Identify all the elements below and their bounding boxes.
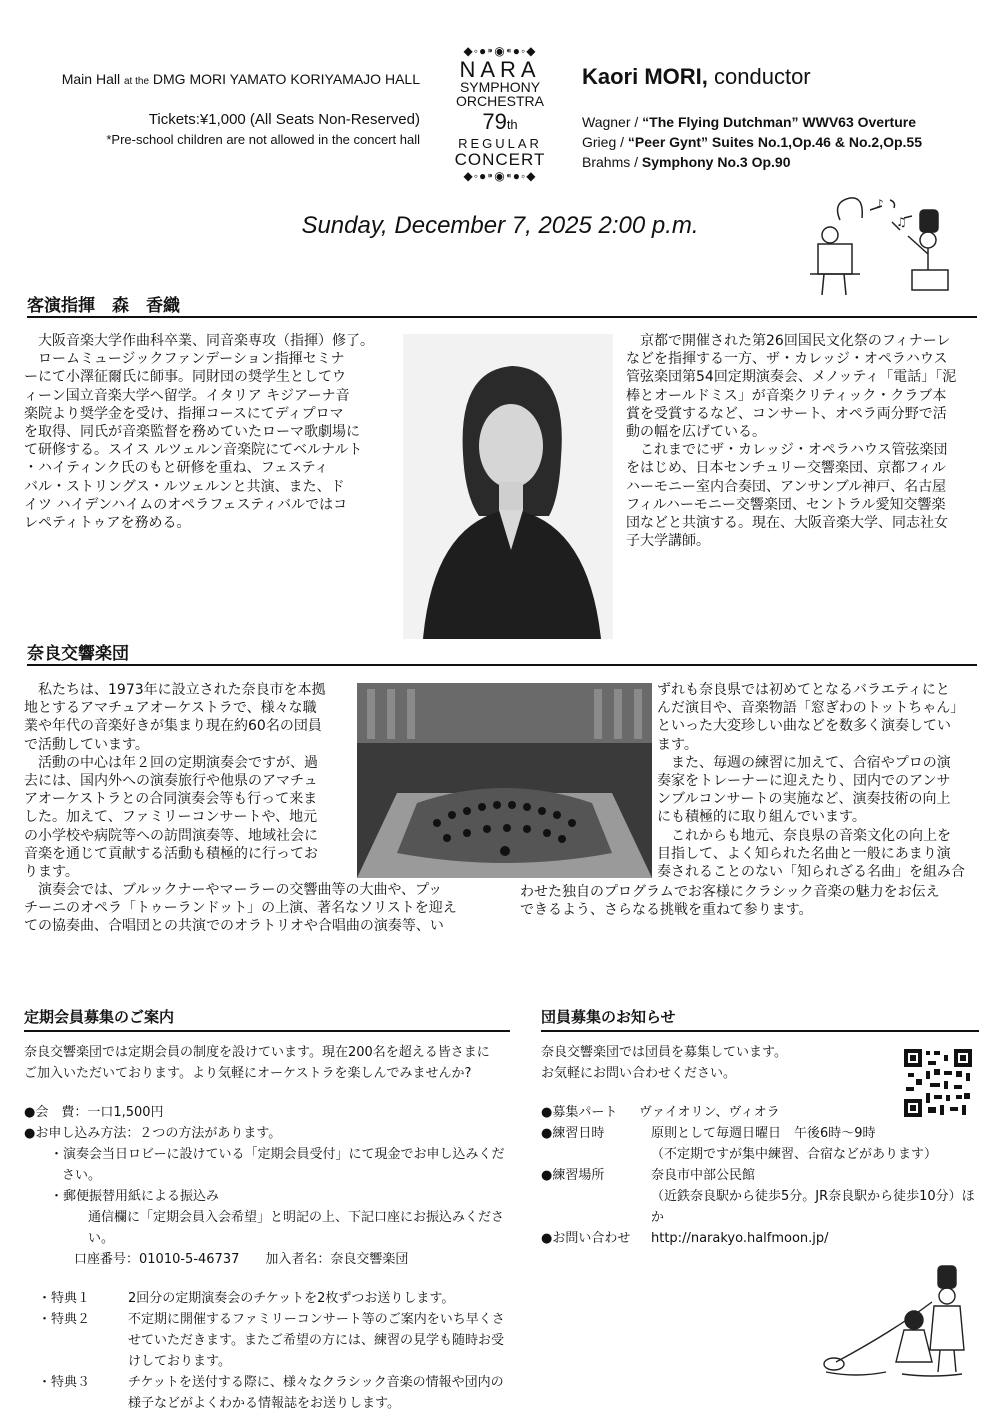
section-divider [27,316,977,318]
conductor-bio-left: 大阪音楽大学作曲科卒業、同音楽専攻（指揮）修了。 ロームミュージックファンデーション指揮セミナ ーにて小澤征爾氏に師事。同財団の奨学生としてウ ィーン国立音楽大学へ留学。イタリア キジアーナ音 楽院より奨学金を受け、指揮コースにてディプロマ を取得、同氏が音楽監督を務めていたローマ歌劇場に て研修する。スイス ルツェルン音楽院にてベルナルト ・ハイティンク氏のもと研修を重ね、フェスティ バル・ストリングス・ルツェルンと共演、また、ド イツ ハイデンハイムのオペラフェスティバルではコ レペティトゥアを務める。 [24,333,374,532]
recruit-body: 奈良交響楽団では団員を募集しています。 お気軽にお問い合わせください。 ●募集パート ヴァイオリン、ヴィオラ ●練習日時 原則として毎週日曜日 午後6時～9時 （不定期ですが集中練習、合宿などがあります） ●練習場所 奈良市中部公民館 （近鉄奈良駅から徒歩5分。JR奈良駅から徒歩10分）ほか ●お問い合わせ http://narakyo.halfmoon.jp/ [541,1042,981,1249]
venue-line: Main Hall at the DMG MORI YAMATO KORIYAMAJO HALL [61,71,420,87]
orchestra-text-right: ずれも奈良県では初めてとなるバラエティにと んだ演目や、音楽物語「窓ぎわのトットちゃん」 といった大変珍しい曲などを数多く演奏してい ます。 また、毎週の練習に加えて、合宿やプロの演 奏家をトレーナーに迎えたり、団内でのアンサ ンブルコンサートの実施など、演奏技術の向上 にも積極的に取り組んでいます。 これからも地元、奈良県の音楽文化の向上を 目指して、よく知られた名曲と一般にあまり演 奏されることのない「知られざる名曲」を組み合 [657,682,965,881]
membership-body: 奈良交響楽団では定期会員の制度を設けています。現在200名を超える皆さまに ご加入いただいております。より気軽にオーケストラを楽しんでみませんか? ●会 費：一口1,500円 ●お申し込み方法：２つの方法があります。 ・演奏会当日ロビーに設けている「定期会員受付」にて現金でお申し込みくだ さい。 ・郵便振替用紙による振込み 通信欄に「定期会員入会希望」と明記の上、下記口座にお振込みください。 口座番号：01010-5-46737 加入者名：奈良交響楽団 ・特典１ 2回分の定期演奏会のチケットを2枚ずつお送りします。 ・特典２ 不定期に開催するファミリーコンサート等のご案内をいち早くさ せていただきます。またご希望の方には、練習の見学も随時お受 けしております。 ・特典３ チケットを送付する際に、様々なクラシック音楽の情報や団内の 様子などがよくわかる情報誌をお送りします。 [24,1042,514,1414]
recruit-title: 団員募集のお知らせ [541,1008,676,1026]
ornament-top-icon: ◆◦●⁍◉⁌●◦◆ [463,44,537,58]
conductor-heading: Kaori MORI, conductor [582,64,811,89]
section-divider [541,1030,979,1032]
section-divider [24,1030,510,1032]
conductor-illustration [800,180,970,300]
program-item: Wagner / “The Flying Dutchman” WWV63 Overture [582,114,916,130]
orchestra-text-left-wide: 演奏会では、ブルックナーやマーラーの交響曲等の大曲や、プッ チーニのオペラ「トゥーランドット」の上演、著名なソリストを迎え ての協奏曲、合唱団との共演でのオラトリオや合唱曲の演奏等、い [24,882,457,935]
orchestra-stage-icon [357,683,652,878]
section-divider [27,664,977,666]
concert-date: Sunday, December 7, 2025 2:00 p.m. [301,212,699,239]
tickets-info: Tickets:¥1,000 (All Seats Non-Reserved) [148,111,420,128]
orchestra-logo: ◆◦●⁍◉⁌●◦◆ NARA SYMPHONY ORCHESTRA 79th REGULAR CONCERT ◆◦●⁍◉⁌●◦◆ [432,44,568,185]
admission-note: *Pre-school children are not allowed in the concert hall [106,132,420,147]
program-list [582,112,922,172]
contact-link[interactable]: http://narakyo.halfmoon.jp/ [651,1231,829,1246]
perk-item: ・特典１ 2回分の定期演奏会のチケットを2枚ずつお送りします。 [38,1291,455,1306]
perk-item: ・特典３ チケットを送付する際に、様々なクラシック音楽の情報や団内の 様子などがよくわかる情報誌をお送りします。 [38,1375,504,1411]
conductor-section-title: 客演指揮 森 香織 [27,296,180,316]
program-item: Grieg / “Peer Gynt” Suites No.1,Op.46 & No.2,Op.55 [582,134,922,150]
conductor-bio-right: 京都で開催された第26回国民文化祭のフィナーレ などを指揮する一方、ザ・カレッジ・オペラハウス 管弦楽団第54回定期演奏会、メノッティ「電話」「泥 棒とオールドミス」が音楽クリティック・クラブ本 賞を受賞するなど、コンサート、オペラ両分野で活 動の幅を広げている。 これまでにザ・カレッジ・オペラハウス管弦楽団 をはじめ、日本センチュリー交響楽団、京都フィル ハーモニー室内合奏団、アンサンブル神戸、名古屋 フィルハーモニー交響楽団、セントラル愛知交響楽 団などと共演する。現在、大阪音楽大学、同志社女 子大学講師。 [626,333,957,550]
svg-text:♪: ♪ [876,197,884,211]
orchestra-section-title: 奈良交響楽団 [27,644,129,664]
orchestra-text-right-wide: わせた独自のプログラムでお客様にクラシック音楽の魅力をお伝え できるよう、さらなる挑戦を重ねて参ります。 [520,884,940,919]
recruit-row: ●募集パート ヴァイオリン、ヴィオラ [541,1105,780,1120]
ornament-bottom-icon: ◆◦●⁍◉⁌●◦◆ [463,169,537,183]
program-item: Brahms / Symphony No.3 Op.90 [582,154,791,170]
recruit-row: ●練習場所 奈良市中部公民館 [541,1168,756,1183]
perk-item: ・特典２ 不定期に開催するファミリーコンサート等のご案内をいち早くさ せていただきます。またご希望の方には、練習の見学も随時お受 けしております。 [38,1312,505,1369]
conductor-portrait [403,334,613,639]
qr-code-icon[interactable] [904,1049,972,1117]
horn-players-illustration [822,1262,982,1382]
portrait-icon [403,334,613,639]
concert-number: 79th [482,109,518,134]
membership-title: 定期会員募集のご案内 [24,1008,175,1026]
recruit-row: ●練習日時 原則として毎週日曜日 午後6時～9時 [541,1126,876,1141]
orchestra-photo [357,683,652,878]
orchestra-text-left: 私たちは、1973年に設立された奈良市を本拠 地とするアマチュアオーケストラで、様々な職 業や年代の音楽好きが集まり現在約60名の団員 で活動しています。 活動の中心は年２回の定期演奏会ですが、過 去には、国内外への演奏旅行や他県のアマチュ アオーケストラとの合同演奏会等も行って来ま した。加えて、ファミリーコンサートや、地元 の小学校や病院等への訪問演奏等、地域社会に 音楽を通じて貢献する活動も積極的に行ってお ります。 [24,682,326,881]
recruit-row: ●お問い合わせ http://narakyo.halfmoon.jp/ [541,1228,981,1249]
svg-text:♫: ♫ [896,215,907,229]
